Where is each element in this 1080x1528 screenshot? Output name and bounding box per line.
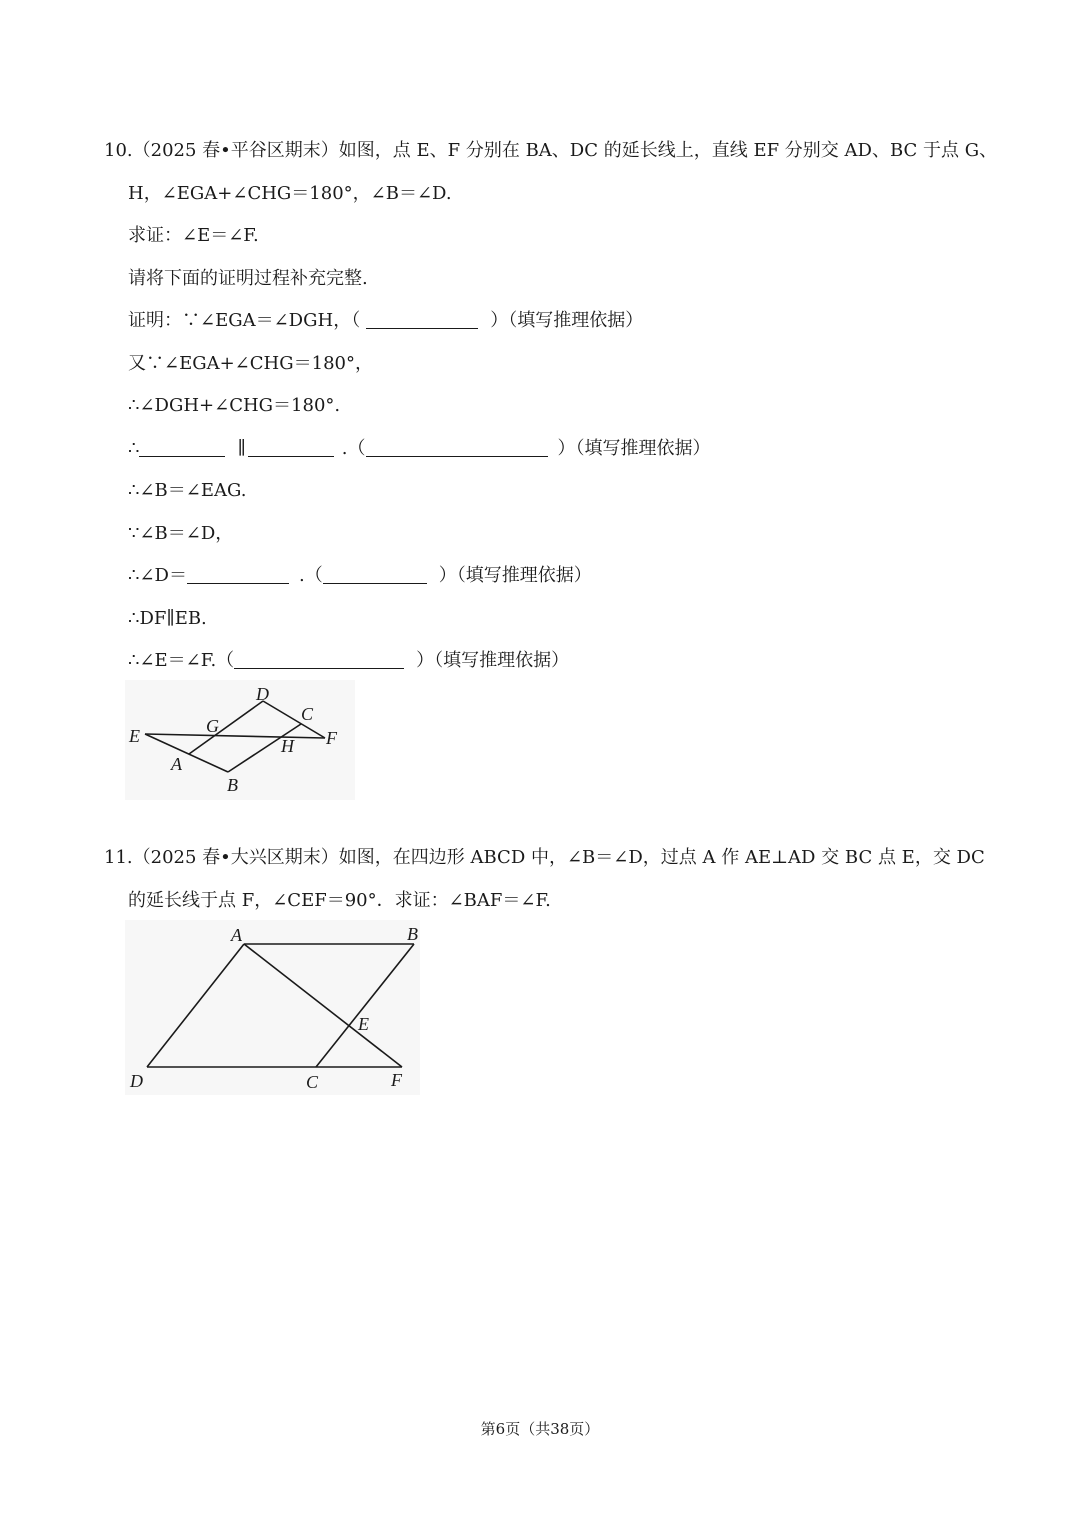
- q10-step7-text: ∴∠D＝: [128, 565, 187, 586]
- q11-line-1: 11.（2025 春•大兴区期末）如图，在四边形 ABCD 中，∠B＝∠D，过点 A 作 AE⊥AD 交 BC 点 E，交 DC: [104, 847, 985, 868]
- q10-step4-mid: .（: [341, 438, 366, 459]
- q10-proof-step-1: [128, 309, 643, 333]
- q10-label-F: F: [326, 728, 337, 748]
- q10-proof-step-9: [128, 649, 569, 673]
- q11-label-D: D: [130, 1071, 143, 1091]
- q10-step7-hint: ）（填写推理依据）: [438, 565, 592, 586]
- q10-proof-step-8: ∴DF∥EB.: [128, 608, 207, 629]
- q10-proof-step-2: 又∵∠EGA+∠CHG＝180°，: [128, 353, 373, 374]
- q10-step9-hint: ）（填写推理依据）: [416, 650, 570, 671]
- q11-label-F: F: [391, 1070, 402, 1090]
- q11-label-E: E: [358, 1014, 369, 1034]
- q10-proof-step-7: [128, 564, 592, 588]
- q10-label-H: H: [281, 736, 294, 756]
- q10-proof-step-4: [128, 437, 711, 461]
- q10-label-G: G: [206, 716, 219, 736]
- q10-proof-step-6: ∵∠B＝∠D，: [128, 523, 234, 544]
- q10-label-C: C: [301, 704, 314, 724]
- q10-blank-6[interactable]: [323, 565, 427, 584]
- q11-label-B: B: [407, 924, 418, 944]
- q10-step4-therefore: ∴: [128, 438, 140, 459]
- q11-label-A: A: [231, 925, 242, 945]
- q10-line-1: 10.（2025 春•平谷区期末）如图，点 E、F 分别在 BA、DC 的延长线上，直线 EF 分别交 AD、BC 于点 G、: [104, 140, 998, 161]
- q10-blank-7[interactable]: [234, 650, 404, 669]
- q10-blank-4[interactable]: [366, 438, 548, 457]
- q11-label-C: C: [306, 1072, 319, 1092]
- q10-label-A: A: [171, 754, 182, 774]
- q10-line-2: H，∠EGA+∠CHG＝180°，∠B＝∠D.: [128, 183, 452, 204]
- q10-label-B: B: [227, 775, 238, 795]
- q11-line-2: 的延长线于点 F，∠CEF＝90°．求证：∠BAF＝∠F.: [128, 890, 551, 911]
- q10-step7-mid: .（: [298, 565, 323, 586]
- q10-parallel-symbol: ∥: [237, 438, 246, 459]
- q10-label-D: D: [256, 684, 269, 704]
- q10-prove-statement: 求证：∠E＝∠F.: [128, 225, 259, 246]
- q10-blank-5[interactable]: [187, 565, 289, 584]
- page-number-footer: 第6页（共38页）: [480, 1420, 600, 1438]
- q10-blank-1[interactable]: [366, 310, 478, 329]
- q10-figure: [125, 680, 355, 800]
- q10-proof-step-3: ∴∠DGH+∠CHG＝180°.: [128, 395, 341, 416]
- q10-blank-3[interactable]: [248, 438, 334, 457]
- q10-step9-text: ∴∠E＝∠F.（: [128, 650, 235, 671]
- q10-label-E: E: [129, 726, 140, 746]
- q10-step1-hint: ）（填写推理依据）: [490, 310, 644, 331]
- q10-blank-2[interactable]: [139, 438, 225, 457]
- q10-proof-step-5: ∴∠B＝∠EAG.: [128, 480, 247, 501]
- q11-figure: [125, 920, 420, 1095]
- q10-step1-text: 证明：∵∠EGA＝∠DGH，（: [128, 310, 361, 331]
- q10-step4-hint: ）（填写推理依据）: [557, 438, 711, 459]
- q10-instruction: 请将下面的证明过程补充完整.: [128, 268, 368, 289]
